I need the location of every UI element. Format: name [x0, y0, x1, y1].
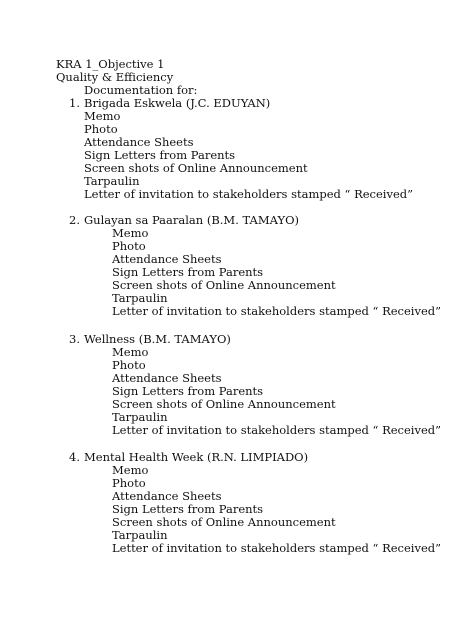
- list-item: Photo: [112, 239, 146, 253]
- documentation-intro: Documentation for:: [84, 83, 198, 97]
- list-item: Sign Letters from Parents: [84, 148, 236, 162]
- section-title: Mental Health Week (R.N. LIMPIADO): [84, 450, 309, 464]
- section-number: 4.: [69, 450, 80, 464]
- list-item: Screen shots of Online Announcement: [84, 161, 308, 175]
- section-number: 3.: [69, 332, 80, 346]
- section-heading: [69, 333, 231, 346]
- list-item: Attendance Sheets: [112, 371, 222, 385]
- list-item: Photo: [84, 122, 118, 136]
- list-item: Memo: [112, 345, 149, 359]
- document-list: [112, 227, 441, 318]
- section-title: Brigada Eskwela (J.C. EDUYAN): [84, 96, 271, 110]
- kra-objective-line: KRA 1_Objective 1: [56, 57, 165, 71]
- list-item: Sign Letters from Parents: [112, 502, 264, 516]
- list-item: Photo: [112, 358, 146, 372]
- list-item: Letter of invitation to stakeholders stamped “ Received”: [112, 304, 442, 318]
- section-number: 2.: [69, 213, 80, 227]
- list-item: Tarpaulin: [112, 410, 168, 424]
- list-item: Screen shots of Online Announcement: [112, 278, 336, 292]
- list-item: Attendance Sheets: [84, 135, 194, 149]
- section-heading: [69, 451, 308, 464]
- list-item: Letter of invitation to stakeholders stamped “ Received”: [112, 423, 442, 437]
- list-item: Memo: [84, 109, 121, 123]
- list-item: Tarpaulin: [112, 291, 168, 305]
- section-title: Wellness (B.M. TAMAYO): [84, 332, 231, 346]
- section-number: 1.: [69, 96, 80, 110]
- list-item: Letter of invitation to stakeholders stamped “ Received”: [84, 187, 414, 201]
- list-item: Screen shots of Online Announcement: [112, 397, 336, 411]
- list-item: Attendance Sheets: [112, 252, 222, 266]
- list-item: Tarpaulin: [112, 528, 168, 542]
- list-item: Letter of invitation to stakeholders stamped “ Received”: [112, 541, 442, 555]
- document-list: [84, 110, 413, 201]
- list-item: Screen shots of Online Announcement: [112, 515, 336, 529]
- list-item: Sign Letters from Parents: [112, 265, 264, 279]
- section-title: Gulayan sa Paaralan (B.M. TAMAYO): [84, 213, 299, 227]
- list-item: Memo: [112, 463, 149, 477]
- list-item: Tarpaulin: [84, 174, 140, 188]
- list-item: Attendance Sheets: [112, 489, 222, 503]
- document-list: [112, 464, 441, 555]
- list-item: Photo: [112, 476, 146, 490]
- quality-efficiency-line: Quality & Efficiency: [56, 70, 174, 84]
- list-item: Sign Letters from Parents: [112, 384, 264, 398]
- list-item: Memo: [112, 226, 149, 240]
- document-list: [112, 346, 441, 437]
- section-heading: [69, 214, 299, 227]
